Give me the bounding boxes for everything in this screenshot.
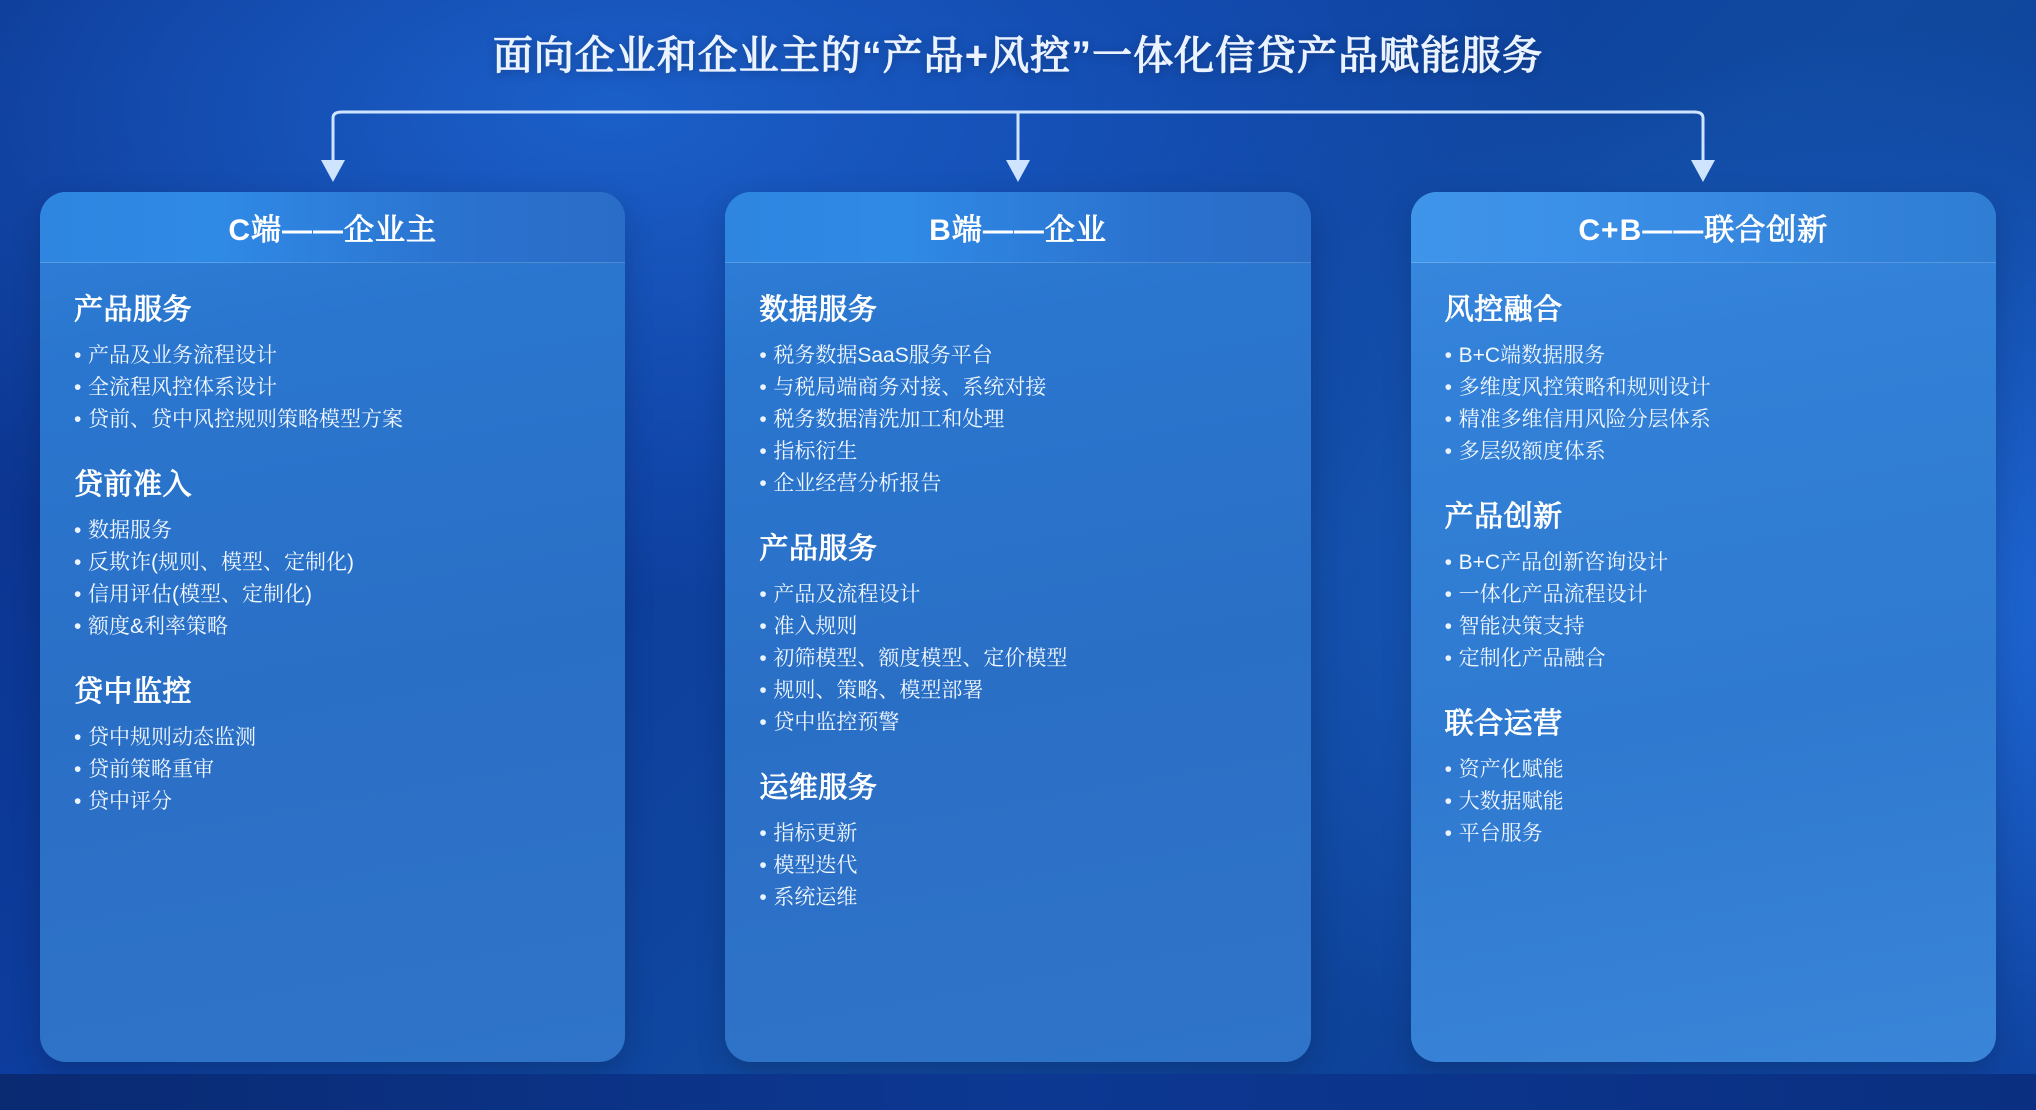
list-item: • 额度&利率策略 [74,611,591,643]
section-block [759,526,1276,739]
section-bullets [1445,340,1962,468]
list-item: • 多层级额度体系 [1445,436,1962,468]
list-item: • 贷中评分 [74,786,591,818]
list-item: • 一体化产品流程设计 [1445,579,1962,611]
section-bullets [74,515,591,643]
column-header-c-end: C端——企业主 [40,192,625,263]
list-item: • 大数据赋能 [1445,786,1962,818]
list-item: • 税务数据SaaS服务平台 [759,340,1276,372]
list-item: • 数据服务 [74,515,591,547]
list-item: • 全流程风控体系设计 [74,372,591,404]
list-item: • 贷中监控预警 [759,707,1276,739]
section-block [1445,287,1962,468]
list-item: • 初筛模型、额度模型、定价模型 [759,643,1276,675]
section-block [759,287,1276,500]
list-item: • B+C端数据服务 [1445,340,1962,372]
columns-container [40,192,1996,1062]
list-item: • 产品及流程设计 [759,579,1276,611]
column-card-c-end[interactable] [40,192,625,1062]
section-title: 数据服务 [759,294,878,326]
section-title: 产品服务 [74,294,193,326]
section-block [74,462,591,643]
column-body-cb-joint [1411,263,1996,1062]
list-item: • 与税局端商务对接、系统对接 [759,372,1276,404]
section-bullets [1445,547,1962,675]
column-body-b-end [725,263,1310,1062]
section-title: 运维服务 [759,772,878,804]
page-title: 面向企业和企业主的“产品+风控”一体化信贷产品赋能服务 [492,34,1544,78]
section-block [1445,701,1962,850]
list-item: • 反欺诈(规则、模型、定制化) [74,547,591,579]
section-bullets [1445,754,1962,850]
list-item: • B+C产品创新咨询设计 [1445,547,1962,579]
footer-band [0,1074,2036,1110]
list-item: • 系统运维 [759,882,1276,914]
section-title: 产品服务 [759,533,878,565]
list-item: • 准入规则 [759,611,1276,643]
list-item: • 产品及业务流程设计 [74,340,591,372]
section-block [74,287,591,436]
section-bullets [759,818,1276,914]
section-block [1445,494,1962,675]
column-card-b-end[interactable] [725,192,1310,1062]
list-item: • 精准多维信用风险分层体系 [1445,404,1962,436]
list-item: • 多维度风控策略和规则设计 [1445,372,1962,404]
column-card-cb-joint[interactable] [1411,192,1996,1062]
list-item: • 指标更新 [759,818,1276,850]
list-item: • 指标衍生 [759,436,1276,468]
list-item: • 规则、策略、模型部署 [759,675,1276,707]
section-title: 联合运营 [1444,708,1563,740]
list-item: • 贷中规则动态监测 [74,722,591,754]
list-item: • 税务数据清洗加工和处理 [759,404,1276,436]
column-header-cb-joint: C+B——联合创新 [1411,192,1996,263]
column-body-c-end [40,263,625,1062]
column-header-b-end: B端——企业 [725,192,1310,263]
section-block [759,765,1276,914]
connector-bracket [0,110,2036,200]
section-bullets [759,340,1276,500]
list-item: • 模型迭代 [759,850,1276,882]
section-title: 产品创新 [1444,501,1563,533]
list-item: • 平台服务 [1445,818,1962,850]
list-item: • 定制化产品融合 [1445,643,1962,675]
section-bullets [74,340,591,436]
list-item: • 贷前策略重审 [74,754,591,786]
list-item: • 企业经营分析报告 [759,468,1276,500]
section-title: 贷中监控 [74,676,193,708]
section-title: 贷前准入 [74,469,193,501]
section-bullets [759,579,1276,739]
list-item: • 智能决策支持 [1445,611,1962,643]
list-item: • 资产化赋能 [1445,754,1962,786]
section-block [74,669,591,818]
section-title: 风控融合 [1444,294,1563,326]
section-bullets [74,722,591,818]
list-item: • 信用评估(模型、定制化) [74,579,591,611]
list-item: • 贷前、贷中风控规则策略模型方案 [74,404,591,436]
